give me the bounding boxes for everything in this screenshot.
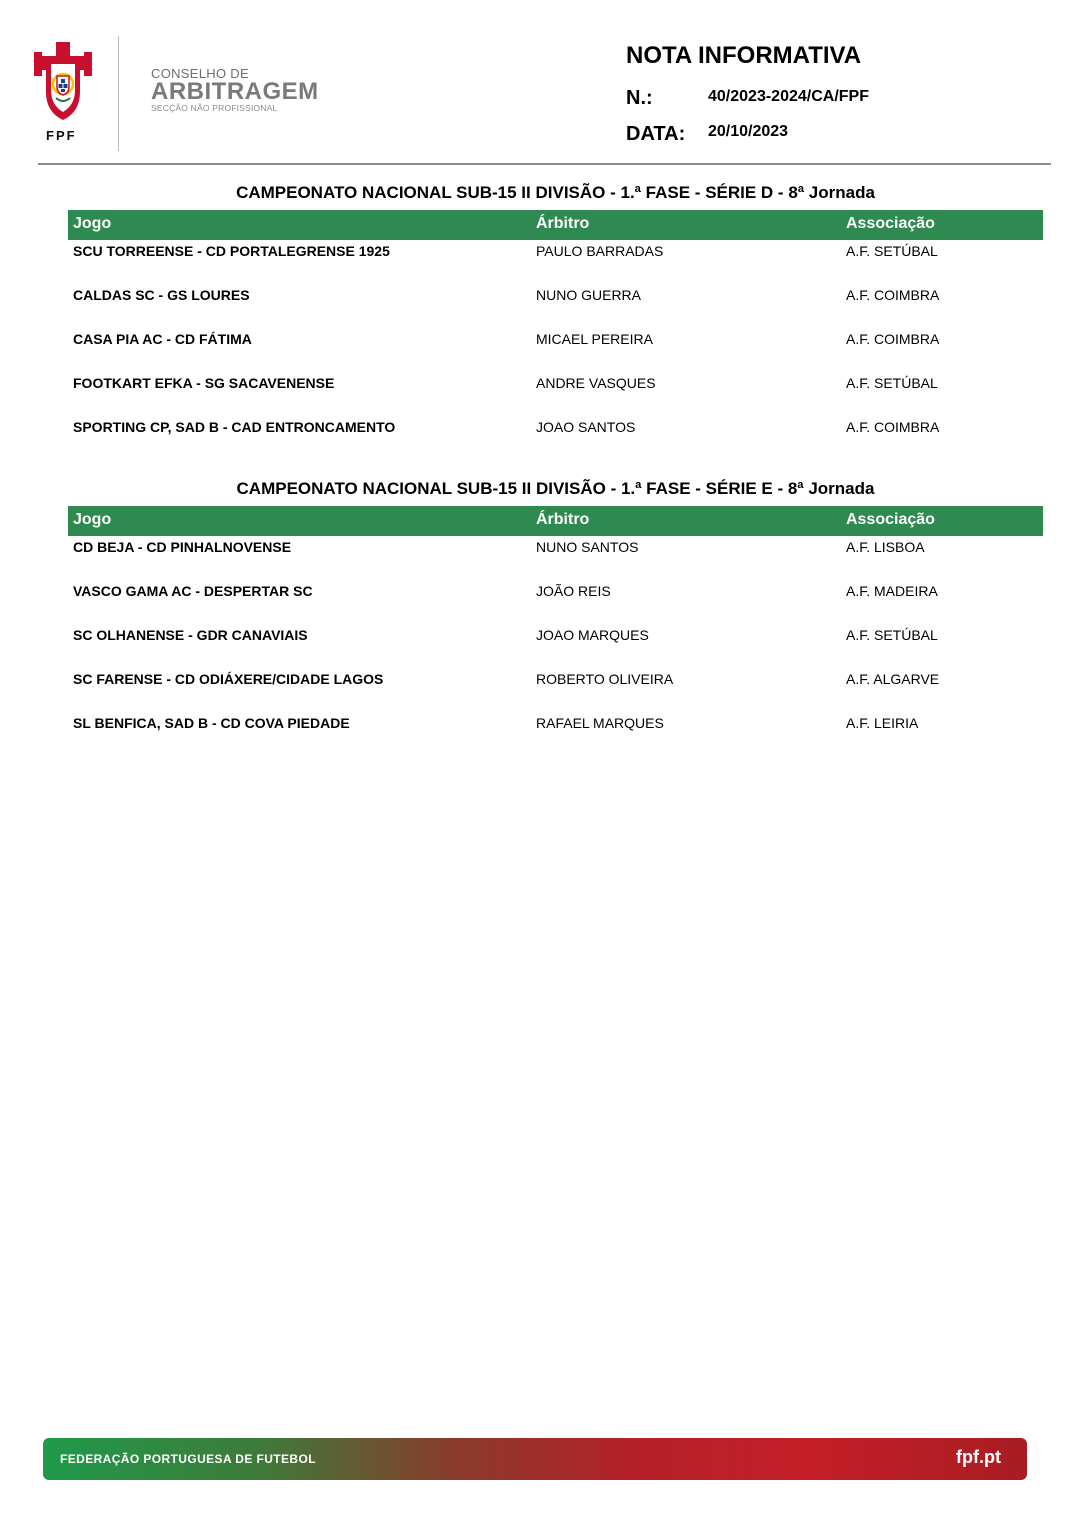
- referee-cell: JOÃO REIS: [536, 583, 611, 599]
- table-row: [68, 668, 1043, 712]
- table-row: [68, 240, 1043, 284]
- footer-banner: [43, 1438, 1027, 1480]
- association-cell: A.F. COIMBRA: [846, 287, 940, 303]
- council-line1: CONSELHO DE: [151, 66, 249, 81]
- table-row: [68, 372, 1043, 416]
- fpf-crest-icon: [34, 42, 92, 122]
- header-divider: [118, 36, 119, 151]
- association-cell: A.F. ALGARVE: [846, 671, 940, 687]
- section-title: CAMPEONATO NACIONAL SUB-15 II DIVISÃO - 1.ª FASE - SÉRIE E - 8ª Jornada: [236, 479, 875, 498]
- council-line3: SECÇÃO NÃO PROFISSIONAL: [151, 103, 278, 113]
- match-cell: SCU TORREENSE - CD PORTALEGRENSE 1925: [73, 243, 390, 259]
- referee-cell: NUNO GUERRA: [536, 287, 642, 303]
- header-rule: [38, 163, 1051, 165]
- association-cell: A.F. COIMBRA: [846, 331, 940, 347]
- association-cell: A.F. SETÚBAL: [846, 627, 938, 643]
- section-title: CAMPEONATO NACIONAL SUB-15 II DIVISÃO - 1.ª FASE - SÉRIE D - 8ª Jornada: [236, 183, 875, 202]
- date-label: DATA:: [626, 123, 686, 145]
- referee-cell: ANDRE VASQUES: [536, 375, 656, 391]
- referee-cell: NUNO SANTOS: [536, 539, 639, 555]
- footer-site-link[interactable]: fpf.pt: [956, 1447, 1001, 1467]
- table-row: [68, 536, 1043, 580]
- column-header-jogo: Jogo: [73, 511, 112, 528]
- match-cell: FOOTKART EFKA - SG SACAVENENSE: [73, 375, 335, 391]
- association-cell: A.F. COIMBRA: [846, 419, 940, 435]
- match-cell: VASCO GAMA AC - DESPERTAR SC: [73, 583, 313, 599]
- referee-cell: PAULO BARRADAS: [536, 243, 664, 259]
- date-value: 20/10/2023: [708, 123, 789, 140]
- referee-cell: RAFAEL MARQUES: [536, 715, 664, 731]
- referee-cell: MICAEL PEREIRA: [536, 331, 653, 347]
- referee-cell: ROBERTO OLIVEIRA: [536, 671, 674, 687]
- table-row: [68, 580, 1043, 624]
- match-cell: SL BENFICA, SAD B - CD COVA PIEDADE: [73, 715, 350, 731]
- number-value: 40/2023-2024/CA/FPF: [708, 88, 869, 105]
- table-header: [68, 210, 1043, 240]
- match-cell: SC OLHANENSE - GDR CANAVIAIS: [73, 627, 308, 643]
- match-cell: CASA PIA AC - CD FÁTIMA: [73, 331, 252, 347]
- fpf-label: FPF: [46, 128, 77, 143]
- table-row: [68, 284, 1043, 328]
- table-row: [68, 712, 1043, 756]
- association-cell: A.F. LEIRIA: [846, 715, 919, 731]
- document-header: [0, 0, 1080, 166]
- number-label: N.:: [626, 87, 653, 109]
- column-header-associacao: Associação: [846, 511, 935, 528]
- referee-cell: JOAO MARQUES: [536, 627, 649, 643]
- document-title: NOTA INFORMATIVA: [626, 42, 862, 69]
- council-line2: ARBITRAGEM: [151, 78, 319, 105]
- column-header-arbitro: Árbitro: [536, 215, 590, 232]
- footer-org-name: FEDERAÇÃO PORTUGUESA DE FUTEBOL: [60, 1452, 316, 1466]
- match-cell: CD BEJA - CD PINHALNOVENSE: [73, 539, 292, 555]
- referee-cell: JOAO SANTOS: [536, 419, 636, 435]
- association-cell: A.F. LISBOA: [846, 539, 925, 555]
- match-cell: SC FARENSE - CD ODIÁXERE/CIDADE LAGOS: [73, 671, 384, 687]
- column-header-associacao: Associação: [846, 215, 935, 232]
- table-row: [68, 416, 1043, 460]
- section-serie-e: [68, 477, 1043, 756]
- association-cell: A.F. SETÚBAL: [846, 375, 938, 391]
- council-logo: [151, 66, 319, 113]
- column-header-jogo: Jogo: [73, 215, 112, 232]
- association-cell: A.F. SETÚBAL: [846, 243, 938, 259]
- section-serie-d: [68, 181, 1043, 460]
- table-header: [68, 506, 1043, 536]
- match-cell: CALDAS SC - GS LOURES: [73, 287, 250, 303]
- table-row: [68, 328, 1043, 372]
- table-row: [68, 624, 1043, 668]
- match-cell: SPORTING CP, SAD B - CAD ENTRONCAMENTO: [73, 419, 396, 435]
- column-header-arbitro: Árbitro: [536, 511, 590, 528]
- association-cell: A.F. MADEIRA: [846, 583, 938, 599]
